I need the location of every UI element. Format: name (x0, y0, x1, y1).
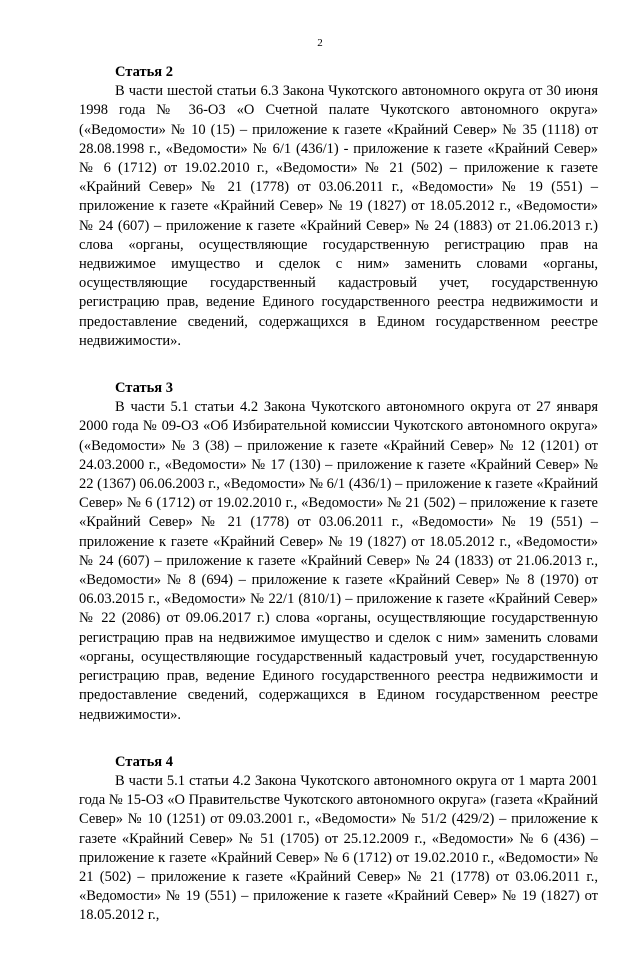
article-text: В части шестой статьи 6.3 Закона Чукотского автономного округа от 30 июня 1998 года № 36-ОЗ «О Счетной палате Чукотского автономного округа» («Ведомости» № 10 (15) – приложение к газете «Крайний Север» № 35 (1118) от 28.08.1998 г., «Ведомости» № 6/1 (436/1) - приложение к газете «Крайний Север» № 6 (1712) от 19.02.2010 г., «Ведомости» № 21 (502) – приложение к газете «Крайний Север» № 21 (1778) от 03.06.2011 г., «Ведомости» № 19 (551) – приложение к газете «Крайний Север» № 19 (1827) от 18.05.2012 г., «Ведомости» № 24 (607) – приложение к газете «Крайний Север» № 24 (1883) от 21.06.2013 г.) слова «органы, осуществляющие государственную регистрацию прав на недвижимое имущество и сделок с ним» заменить словами «органы, осуществляющие государственный кадастровый учет, государственную регистрацию прав, ведение Единого государственного реестра недвижимости и предоставление сведений, содержащихся в Едином государственном реестре недвижимости». (79, 83, 598, 349)
article-heading: Статья 2 (115, 64, 173, 80)
article-3 (79, 379, 598, 725)
article-text: В части 5.1 статьи 4.2 Закона Чукотского автономного округа от 1 марта 2001 года № 15-ОЗ «О Правительстве Чукотского автономного округа» (газета «Крайний Север» № 10 (1251) от 09.03.2001 г., «Ведомости» № 51/2 (429/2) – приложение к газете «Крайний Север» № 51 (1705) от 25.12.2009 г., «Ведомости» № 6 (436) – приложение к газете «Крайний Север» № 6 (1712) от 19.02.2010 г., «Ведомости» № 21 (502) – приложение к газете «Крайний Север» № 21 (1778) от 03.06.2011 г., «Ведомости» № 19 (551) – приложение к газете «Крайний Север» № 19 (1827) от 18.05.2012 г., (79, 772, 598, 924)
article-heading: Статья 4 (115, 753, 173, 770)
page-number: 2 (317, 37, 323, 49)
article-heading: Статья 3 (115, 380, 173, 397)
article-4 (79, 753, 598, 926)
document-body (79, 63, 598, 954)
article-2 (79, 63, 598, 351)
article-text: В части 5.1 статьи 4.2 Закона Чукотского автономного округа от 27 января 2000 года № 09-ОЗ «Об Избирательной комиссии Чукотского автономного округа» («Ведомости» № 3 (38) – приложение к газете «Крайний Север» № 12 (1201) от 24.03.2000 г., «Ведомости» № 17 (130) – приложение к газете «Крайний Север» № 22 (1367) 06.06.2003 г., «Ведомости» № 6/1 (436/1) – приложение к газете «Крайний Север» № 6 (1712) от 19.02.2010 г., «Ведомости» № 21 (502) – приложение к газете «Крайний Север» № 21 (1778) от 03.06.2011 г., «Ведомости» № 19 (551) – приложение к газете «Крайний Север» № 19 (1827) от 18.05.2012 г., «Ведомости» № 24 (607) – приложение к газете «Крайний Север» № 24 (1833) от 21.06.2013 г., «Ведомости» № 8 (694) – приложение к газете «Крайний Север» № 8 (1970) от 06.03.2015 г., «Ведомости» № 22/1 (810/1) – приложение к газете «Крайний Север» № 22 (2086) от 09.06.2017 г.) слова «органы, осуществляющие государственную регистрацию прав на недвижимое имущество и сделок с ним» заменить словами «органы, осуществляющие государственный кадастровый учет, государственную регистрацию прав, ведение Единого государственного реестра недвижимости и предоставление сведений, содержащихся в Едином государственном реестре недвижимости». (79, 399, 598, 723)
